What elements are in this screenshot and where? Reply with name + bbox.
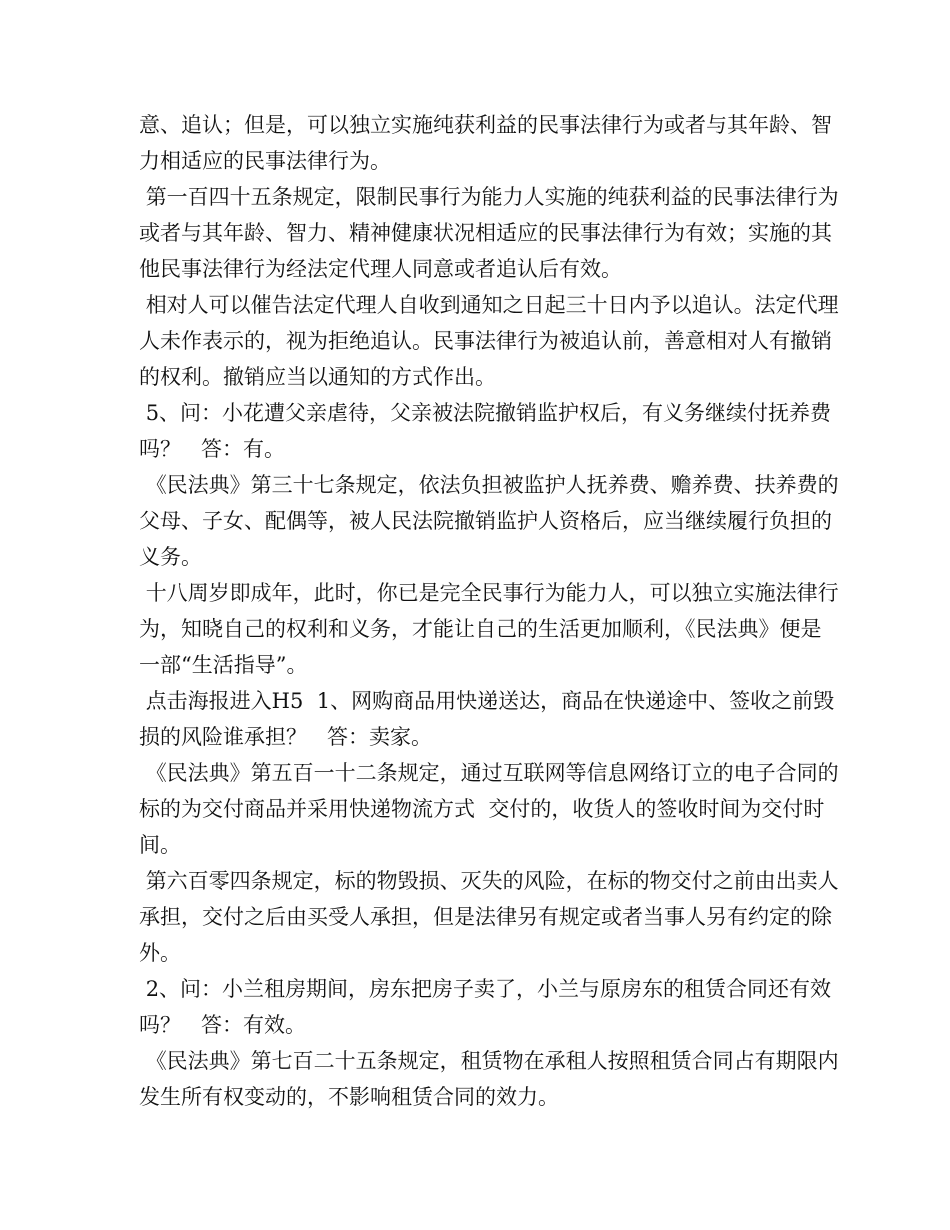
paragraph-7: 点击海报进入H5 1、网购商品用快递送达，商品在快递途中、签收之前毁损的风险谁承担？ 答：卖家。 <box>139 689 835 749</box>
paragraph-8: 《民法典》第五百一十二条规定，通过互联网等信息网络订立的电子合同的标的为交付商品并采用快递物流方式 交付的，收货人的签收时间为交付时间。 <box>139 761 839 857</box>
paragraph-6: 十八周岁即成年，此时，你已是完全民事行为能力人，可以独立实施法律行为，知晓自己的权利和义务，才能让自己的生活更加顺利，《民法典》便是一部“生活指导”。 <box>139 581 839 677</box>
paragraph-3: 相对人可以催告法定代理人自收到通知之日起三十日内予以追认。法定代理人未作表示的，视为拒绝追认。民事法律行为被追认前，善意相对人有撤销的权利。撤销应当以通知的方式作出。 <box>139 293 839 389</box>
paragraph-9: 第六百零四条规定，标的物毁损、灭失的风险，在标的物交付之前由出卖人承担，交付之后由买受人承担，但是法律另有规定或者当事人另有约定的除外。 <box>139 869 839 965</box>
paragraph-1: 意、追认；但是，可以独立实施纯获利益的民事法律行为或者与其年龄、智力相适应的民事法律行为。 <box>139 113 832 173</box>
paragraph-10: 2、问：小兰租房期间，房东把房子卖了，小兰与原房东的租赁合同还有效吗？ 答：有效。 <box>139 977 832 1037</box>
paragraph-2: 第一百四十五条规定，限制民事行为能力人实施的纯获利益的民事法律行为或者与其年龄、智力、精神健康状况相适应的民事法律行为有效；实施的其他民事法律行为经法定代理人同意或者追认后有效。 <box>139 185 839 281</box>
document-body <box>139 107 839 1115</box>
paragraph-4: 5、问：小花遭父亲虐待，父亲被法院撤销监护权后，有义务继续付抚养费吗？ 答：有。 <box>139 401 832 461</box>
paragraph-11: 《民法典》第七百二十五条规定，租赁物在承租人按照租赁合同占有期限内发生所有权变动的，不影响租赁合同的效力。 <box>139 1049 839 1109</box>
paragraph-5: 《民法典》第三十七条规定，依法负担被监护人抚养费、赡养费、扶养费的父母、子女、配偶等，被人民法院撤销监护人资格后，应当继续履行负担的义务。 <box>139 473 839 569</box>
